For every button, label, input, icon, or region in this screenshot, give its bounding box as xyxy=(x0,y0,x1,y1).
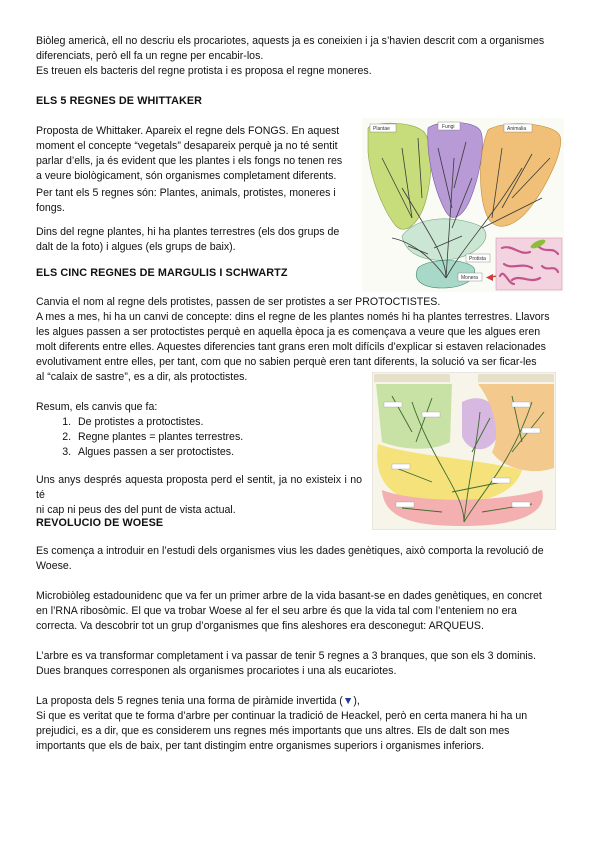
monera-label: Monera xyxy=(461,275,478,281)
header-box-right xyxy=(478,374,554,382)
whittaker-paragraph-1 xyxy=(36,124,354,184)
woese-heading: REVOLUCIO DE WOESE xyxy=(36,517,164,529)
text-span: ), xyxy=(353,695,360,707)
text-line: molt diferents entre elles. Aquestes diferencies tant grans eren molt difícils d’explicar si estaven relacionades xyxy=(36,341,546,353)
intro-line: Es treuen els bacteris del regne protista i es proposa el regne moneres. xyxy=(36,65,372,77)
text-line: dalt de la foto) i algues (els grups de baix). xyxy=(36,241,236,253)
text-line: A mes a mes, hi ha un canvi de concepte: dins el regne de les plantes només hi ha plantes terrestres. Llavors xyxy=(36,311,550,323)
text-line: fongs. xyxy=(36,202,65,214)
text-line: moment el concepte “vegetals” desapareix perquè ja no té sentit xyxy=(36,140,338,152)
inverted-triangle-icon: ▼ xyxy=(342,695,354,707)
text-line: Dues branques corresponen als organismes procariotes i una als eucariotes. xyxy=(36,665,397,677)
text-line: prejudici, es a dir, que es considerem uns regnes més importants que uns altres. Els de dalt son mes xyxy=(36,725,510,737)
changes-list xyxy=(36,415,404,460)
list-item: 3. Algues passen a ser protoctistes. xyxy=(74,445,404,460)
text-line: Proposta de Whittaker. Apareix el regne dels FONGS. En aquest xyxy=(36,125,340,137)
text-line: evolutivament entre elles, per tant, com que no sabien perquè eren tant diferents, la solució va ser ficar-les xyxy=(36,356,537,368)
woese-paragraph-2 xyxy=(36,589,564,634)
margulis-heading: ELS CINC REGNES DE MARGULIS I SCHWARTZ xyxy=(36,267,288,279)
text-span: La proposta dels 5 regnes tenia una forma de piràmide invertida ( xyxy=(36,695,343,707)
text-line: importants que els de baix, per tant distingim entre organismes superiors i organismes inferiors. xyxy=(36,740,485,752)
intro-line: diferenciats, però ell fa un regne per encabir-los. xyxy=(36,50,264,62)
text-line: Woese. xyxy=(36,560,72,572)
text-line: correcta. Va descobrir tot un grup d’organismes que fins aleshores era desconegut: ARQUEUS. xyxy=(36,620,484,632)
text-line: les algues passen a ser protoctistes perquè en aquella època ja es començava a veure que les algues eren xyxy=(36,326,541,338)
margulis-five-kingdoms-figure xyxy=(372,372,556,530)
text-line: en l’RNA ribosòmic. El que va trobar Woese al fer el seu arbre és que la vida tal com l’enteniem no era xyxy=(36,605,517,617)
list-item: 1. De protistes a protoctistes. xyxy=(74,415,404,430)
whittaker-heading: ELS 5 REGNES DE WHITTAKER xyxy=(36,95,203,107)
woese-paragraph-1 xyxy=(36,544,564,574)
text-line: Es comença a introduir en l’estudi dels organismes vius les dades genètiques, això comporta la revolució de xyxy=(36,545,544,557)
text-line: Si que es veritat que te forma d’arbre per continuar la tradició de Heackel, però en certa manera hi ha un xyxy=(36,710,528,722)
whittaker-paragraph-2 xyxy=(36,186,354,216)
fungi-label: Fungi xyxy=(442,124,455,130)
header-box-left xyxy=(374,374,450,382)
summary-intro: Resum, els canvis que fa: xyxy=(36,401,158,413)
text-line: al “calaix de sastre”, es a dir, als protoctistes. xyxy=(36,371,248,383)
text-line: L’arbre es va transformar completament i va passar de tenir 5 regnes a 3 branques, que son els 3 dominis. xyxy=(36,650,536,662)
text-line: Uns anys després aquesta proposta perd el sentit, ja no existeix i no té xyxy=(36,474,362,501)
text-line: Canvia el nom al regne dels protistes, passen de ser protistes a ser PROTOCTISTES. xyxy=(36,296,441,308)
plantae-region xyxy=(376,384,452,449)
margulis-paragraph-3 xyxy=(36,473,362,518)
text-line xyxy=(36,694,564,709)
intro-paragraph xyxy=(36,34,564,79)
text-line: ni cap ni peus des del punt de vista actual. xyxy=(36,504,236,516)
intro-line: Biòleg americà, ell no descriu els procariotes, aquests ja es coneixien i ja s’havien descrit com a organismes xyxy=(36,35,545,47)
whittaker-five-kingdoms-figure xyxy=(362,118,564,292)
protista-label: Protista xyxy=(469,256,486,262)
text-line: Dins del regne plantes, hi ha plantes terrestres (els dos grups de xyxy=(36,226,340,238)
animalia-label: Animalia xyxy=(507,126,527,132)
list-item: 2. Regne plantes = plantes terrestres. xyxy=(74,430,404,445)
text-line: Per tant els 5 regnes són: Plantes, animals, protistes, moneres i xyxy=(36,187,336,199)
text-line: a veure biològicament, són organismes completament diferents. xyxy=(36,170,337,182)
woese-paragraph-3 xyxy=(36,649,564,679)
text-line: Microbiòleg estadounidenc que va fer un primer arbre de la vida basant-se en dades genètiques, en concret xyxy=(36,590,542,602)
whittaker-paragraph-3 xyxy=(36,225,354,255)
woese-paragraph-4 xyxy=(36,694,564,754)
plantae-label: Plantae xyxy=(373,126,390,132)
text-line: parlar d’ells, ja és evident que les plantes i els fongs no tenen res xyxy=(36,155,343,167)
